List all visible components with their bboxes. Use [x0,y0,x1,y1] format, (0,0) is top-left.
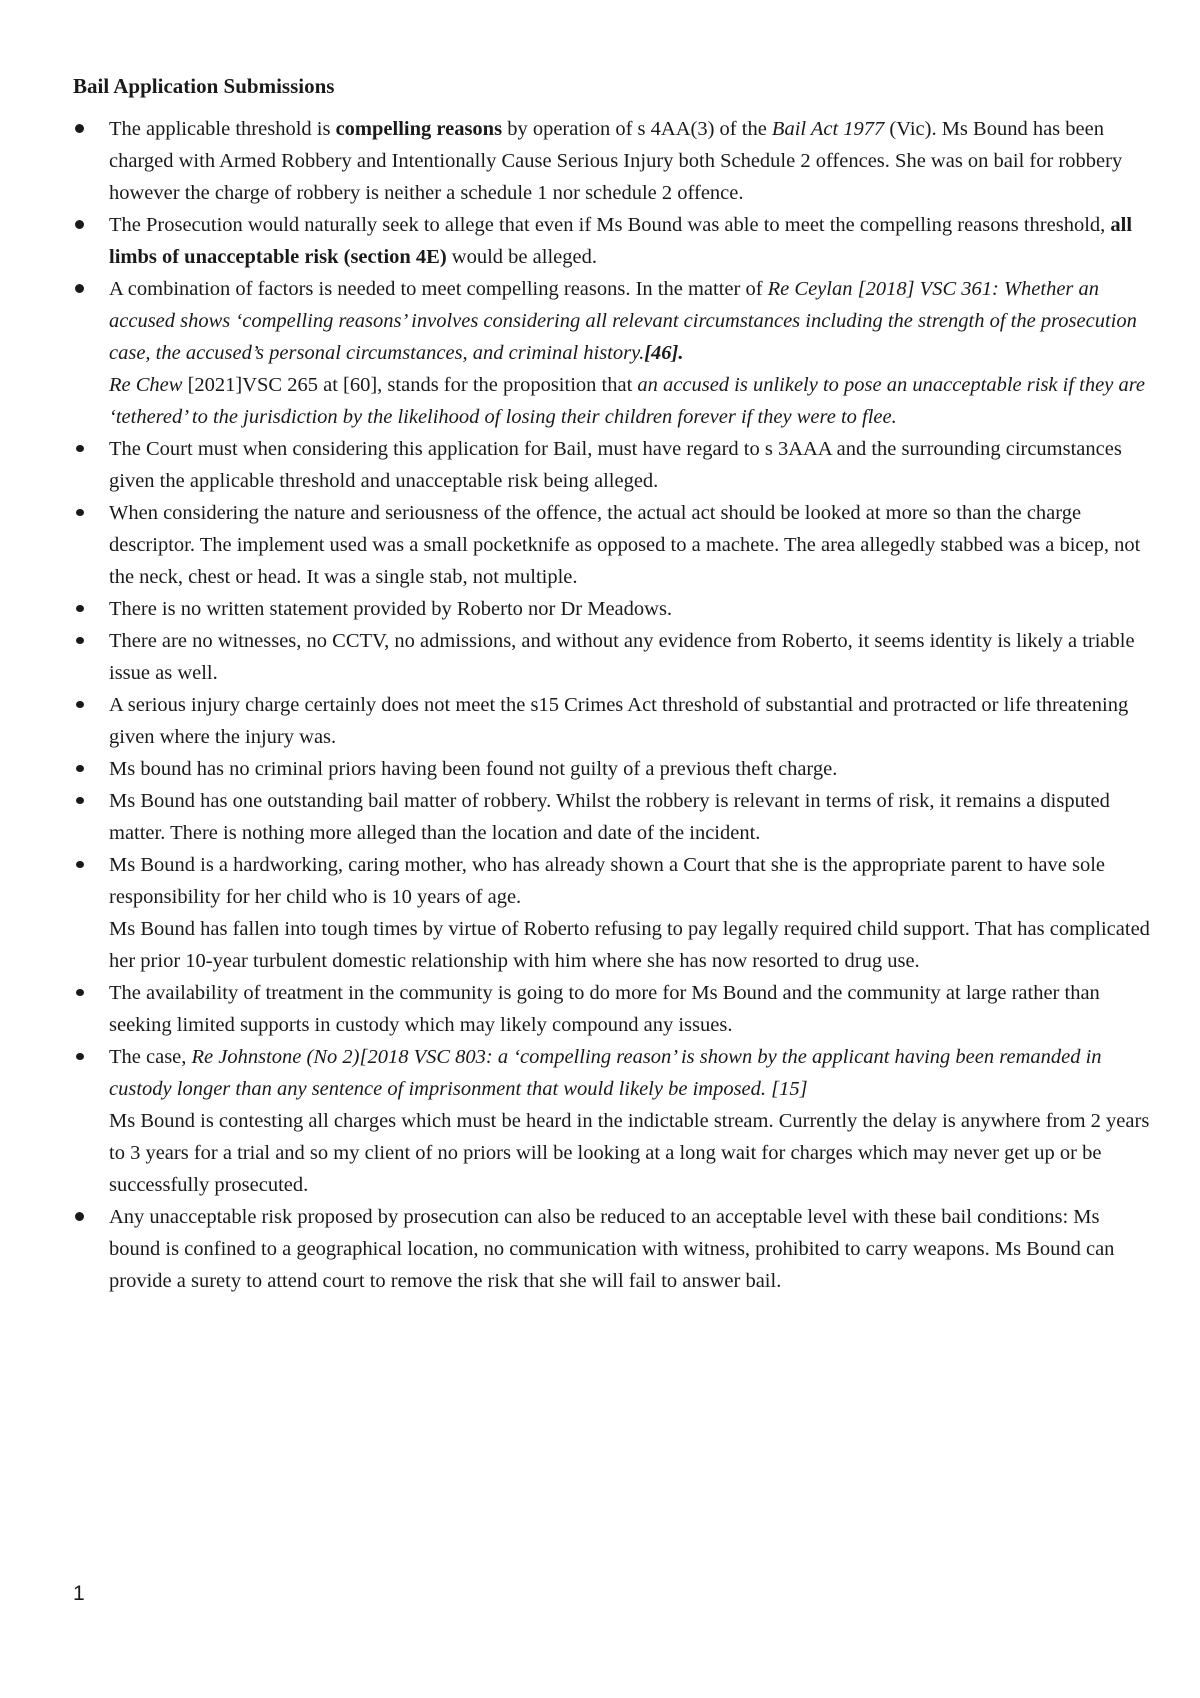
bullet-icon [76,1053,84,1060]
submission-list [73,113,1153,1297]
bullet-icon [75,220,84,229]
list-item-paragraph [109,593,1153,625]
text-segment: The Prosecution would naturally seek to allege that even if Ms Bound was able to meet the compelling reasons threshold, [109,214,1111,236]
text-segment: Ms Bound is a hardworking, caring mother, who has already shown a Court that she is the appropriate parent to have sole responsibility for her child who is 10 years of age. [109,854,1106,908]
bullet-icon [75,124,84,133]
list-item-paragraph [109,433,1153,497]
text-segment: compelling reasons [335,118,503,140]
list-item [73,625,1153,689]
list-item-paragraph [109,785,1153,849]
list-item-paragraph [109,977,1153,1041]
text-segment: (Vic). Ms Bound has been charged with Armed Robbery and Intentionally Cause Serious Injury both Schedule 2 offences. She was on bail for robbery however the charge of robbery is neither a schedule 1 nor schedule 2 offence. [109,118,1123,204]
list-item [73,977,1153,1041]
bullet-icon [75,1212,84,1221]
list-item [73,497,1153,593]
text-segment: Any unacceptable risk proposed by prosecution can also be reduced to an acceptable level with these bail conditions: Ms bound is confined to a geographical location, no communication with witness, prohibited to carry weapons. Ms Bound can provide a surety to attend court to remove the risk that she will fail to answer bail. [109,1206,1115,1292]
text-segment: A combination of factors is needed to meet compelling reasons. In the matter of [109,278,768,300]
list-item-paragraph [109,497,1153,593]
list-item-paragraph [109,273,1153,369]
list-item [73,433,1153,497]
text-segment: Re Ceylan [2018] VSC 361: Whether an accused shows ‘compelling reasons’ involves considering all relevant circumstances including the strength of the prosecution case, the accused’s personal circumstances, and criminal history. [109,278,1137,364]
text-segment: would be alleged. [446,246,597,268]
list-item-paragraph [109,1041,1153,1105]
list-item [73,849,1153,977]
list-item-paragraph [109,913,1153,977]
bullet-icon [76,989,84,996]
list-item [73,753,1153,785]
text-segment: Re Johnstone (No 2)[2018 VSC 803: a ‘compelling reason’ is shown by the applicant having been remanded in custody longer than any sentence of imprisonment that would likely be imposed. [15] [109,1046,1102,1100]
text-segment: Bail Act 1977 [771,118,885,140]
list-item [73,209,1153,273]
text-segment: There are no witnesses, no CCTV, no admissions, and without any evidence from Roberto, it seems identity is likely a triable issue as well. [109,630,1135,684]
bullet-icon [76,637,84,644]
bullet-icon [76,605,84,612]
list-item [73,1201,1153,1297]
list-item-paragraph [109,849,1153,913]
text-segment: Ms Bound is contesting all charges which must be heard in the indictable stream. Currently the delay is anywhere from 2 years to 3 years for a trial and so my client of no priors will be looking at a long wait for charges which may never get up or be successfully prosecuted. [109,1110,1150,1196]
text-segment: When considering the nature and seriousness of the offence, the actual act should be looked at more so than the charge descriptor. The implement used was a small pocketknife as opposed to a machete. The area allegedly stabbed was a bicep, not the neck, chest or head. It was a single stab, not multiple. [109,502,1141,588]
text-segment: Ms Bound has fallen into tough times by virtue of Roberto refusing to pay legally required child support. That has complicated her prior 10-year turbulent domestic relationship with him where she has now resorted to drug use. [109,918,1150,972]
bullet-icon [76,861,84,868]
text-segment: all limbs of unacceptable risk (section 4E) [109,214,1133,268]
text-segment: Re Chew [109,374,183,396]
bullet-icon [76,765,84,772]
list-item [73,273,1153,433]
list-item-paragraph [109,113,1153,209]
list-item-paragraph [109,689,1153,753]
list-item [73,689,1153,753]
text-segment: The case, [109,1046,192,1068]
bullet-icon [75,284,84,293]
list-item [73,113,1153,209]
bullet-icon [76,509,84,516]
list-item-paragraph [109,753,1153,785]
text-segment: [46]. [644,342,684,364]
text-segment: There is no written statement provided by Roberto nor Dr Meadows. [109,598,673,620]
list-item [73,785,1153,849]
list-item-paragraph [109,209,1153,273]
text-segment: Ms bound has no criminal priors having been found not guilty of a previous theft charge. [109,758,838,780]
list-item [73,593,1153,625]
text-segment: The applicable threshold is [109,118,336,140]
list-item-paragraph [109,1201,1153,1297]
bullet-icon [76,445,84,452]
text-segment: by operation of s 4AA(3) of the [502,118,772,140]
bullet-icon [76,797,84,804]
document-title: Bail Application Submissions [73,74,335,98]
list-item-paragraph [109,369,1153,433]
bullet-icon [76,701,84,708]
text-segment: [2021]VSC 265 at [60], stands for the proposition that [182,374,638,396]
text-segment: The Court must when considering this application for Bail, must have regard to s 3AAA and the surrounding circumstances given the applicable threshold and unacceptable risk being alleged. [109,438,1122,492]
list-item-paragraph [109,625,1153,689]
list-item-paragraph [109,1105,1153,1201]
text-segment: The availability of treatment in the community is going to do more for Ms Bound and the community at large rather than seeking limited supports in custody which may likely compound any issues. [109,982,1100,1036]
text-segment: A serious injury charge certainly does not meet the s15 Crimes Act threshold of substantial and protracted or life threatening given where the injury was. [109,694,1129,748]
text-segment: Ms Bound has one outstanding bail matter of robbery. Whilst the robbery is relevant in terms of risk, it remains a disputed matter. There is nothing more alleged than the location and date of the incident. [109,790,1110,844]
text-segment: an accused is unlikely to pose an unacceptable risk if they are ‘tethered’ to the jurisdiction by the likelihood of losing their children forever if they were to flee. [109,374,1146,428]
page-number: 1 [73,1582,85,1605]
list-item [73,1041,1153,1201]
